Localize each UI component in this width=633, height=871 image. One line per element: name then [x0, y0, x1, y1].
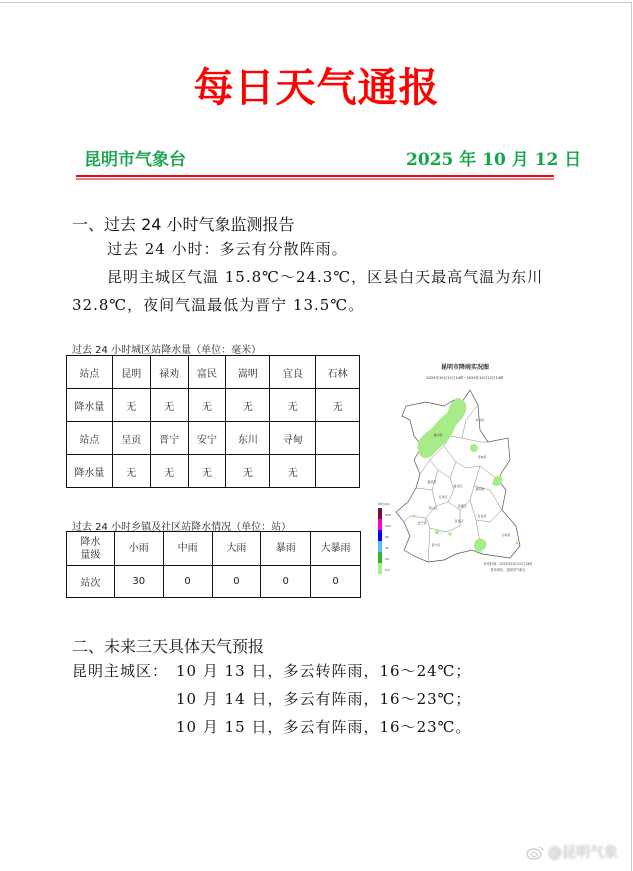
table1-cell: 安宁 — [188, 422, 226, 455]
table1-cell — [316, 455, 360, 488]
table2-values-row — [67, 566, 361, 598]
forecast-day-3: 10 月 15 日，多云有阵雨，16～23℃。 — [176, 718, 472, 736]
table2-header-cell: 大雨 — [212, 532, 261, 566]
table2-header-cell — [67, 532, 115, 566]
table2-caption: 过去 24 小时乡镇及社区站降水情况（单位：站） — [72, 522, 292, 533]
forecast-day-2: 10 月 14 日，多云有阵雨，16～23℃； — [176, 690, 472, 708]
table2-value-cell: 0 — [163, 566, 212, 598]
header-divider-red — [76, 175, 554, 177]
table1-cell: 无 — [226, 389, 270, 422]
table1-cell: 昆明 — [112, 356, 150, 389]
label-dongchuan: 东川区 — [475, 418, 485, 422]
table1-cell: 无 — [188, 455, 226, 488]
weibo-icon — [526, 844, 546, 860]
table1-cell: 无 — [270, 455, 316, 488]
table2-header-line: 量级 — [80, 549, 101, 561]
label-xundian: 寻甸县 — [477, 455, 487, 459]
table2-row-header: 站次 — [67, 566, 115, 598]
forecast-day-1: 10 月 13 日，多云转阵雨，16～24℃； — [176, 662, 472, 680]
label-chenggong: 呈贡区 — [454, 519, 464, 523]
label-shilin: 石林县 — [501, 533, 511, 537]
legend-label: 25 — [385, 546, 389, 550]
urban-precipitation-table — [66, 355, 360, 488]
label-xishan: 西山区 — [428, 506, 438, 510]
table2-header-cell: 大暴雨 — [311, 532, 361, 566]
legend-swatch — [378, 552, 382, 563]
table2-value-cell: 30 — [114, 566, 163, 598]
section2-heading: 二、未来三天具体天气预报 — [72, 637, 265, 656]
table1-row — [67, 455, 360, 488]
legend-label: 100 — [385, 524, 391, 528]
page-border-right — [631, 2, 632, 871]
table1-row-header: 站点 — [67, 356, 113, 389]
label-anning: 安宁市 — [417, 521, 427, 525]
label-guandu: 官渡区 — [457, 504, 467, 508]
report-date: 2025 年 10 月 12 日 — [406, 150, 582, 170]
table1-row-header: 站点 — [67, 422, 113, 455]
map-publisher: 发布单位：昆明市气象台 — [490, 568, 526, 572]
label-jinning: 晋宁区 — [431, 543, 441, 547]
table2-header-row — [67, 532, 361, 566]
map-title: 昆明市降雨实况图 — [440, 364, 490, 371]
table1-cell: 呈贡 — [112, 422, 150, 455]
label-fumin: 富民县 — [427, 480, 437, 484]
legend-swatch — [378, 519, 382, 530]
legend-label: 50 — [385, 535, 389, 539]
table1-cell: 东川 — [226, 422, 270, 455]
organization-name: 昆明市气象台 — [84, 150, 186, 170]
table1-caption: 过去 24 小时城区站降水量（单位：毫米） — [72, 345, 262, 356]
table1-cell: 无 — [316, 389, 360, 422]
map-publish-time: 发布时间：2025年10月12日14时 — [483, 562, 533, 566]
watermark-text: @昆明气象 — [548, 845, 618, 861]
table1-row-header: 降水量 — [67, 389, 113, 422]
legend-swatch — [378, 530, 382, 541]
table1-cell: 无 — [226, 455, 270, 488]
precipitation-map — [370, 350, 560, 590]
legend-swatch — [378, 541, 382, 552]
label-luquan: 禄劝县 — [433, 433, 443, 437]
table1-cell: 无 — [150, 455, 188, 488]
legend-swatch — [378, 563, 382, 574]
table2-header-line: 降水 — [80, 536, 101, 548]
township-precipitation-table — [66, 531, 361, 598]
table2-header-cell: 中雨 — [163, 532, 212, 566]
table1-row-header: 降水量 — [67, 455, 113, 488]
legend-label: 250 — [385, 513, 391, 517]
forecast-area-label: 昆明主城区： — [72, 662, 169, 680]
table1-cell: 富民 — [188, 356, 226, 389]
table2-value-cell: 0 — [261, 566, 311, 598]
page-border-top — [0, 2, 632, 3]
table1-cell: 无 — [112, 389, 150, 422]
label-wuhua: 五华区 — [438, 495, 448, 499]
table1-cell: 无 — [188, 389, 226, 422]
table1-cell: 无 — [270, 389, 316, 422]
table1-cell: 寻甸 — [270, 422, 316, 455]
temperature-text-line1: 昆明主城区气温 15.8℃～24.3℃，区县白天最高气温为东川 — [107, 268, 544, 286]
label-yiliang: 宜良县 — [477, 514, 487, 518]
section1-heading: 一、过去 24 小时气象监测报告 — [72, 215, 295, 234]
label-panlong: 盘龙区 — [453, 484, 463, 488]
table1-cell: 嵩明 — [226, 356, 270, 389]
table1-cell: 晋宁 — [150, 422, 188, 455]
label-songming: 嵩明县 — [475, 487, 485, 491]
header-divider-light-red — [76, 178, 554, 180]
table2-header-cell: 小雨 — [114, 532, 163, 566]
table2-value-cell: 0 — [212, 566, 261, 598]
table1-cell: 宜良 — [270, 356, 316, 389]
table1-cell: 石林 — [316, 356, 360, 389]
table1-cell: 禄劝 — [150, 356, 188, 389]
report-title: 每日天气通报 — [193, 64, 440, 111]
map-period: 2025年10月11日14时~2025年10月12日14时 — [426, 376, 504, 380]
table1-row — [67, 389, 360, 422]
table1-cell: 无 — [112, 455, 150, 488]
table1-cell: 无 — [150, 389, 188, 422]
table1-row — [67, 356, 360, 389]
legend-label: 0.1 — [385, 568, 390, 572]
legend-label: 10 — [385, 557, 389, 561]
table2-header-cell: 暴雨 — [261, 532, 311, 566]
legend-unit: 单位mm — [378, 502, 390, 506]
table1-cell — [316, 422, 360, 455]
table2-value-cell: 0 — [311, 566, 361, 598]
map-legend — [378, 501, 391, 574]
weather-summary: 过去 24 小时：多云有分散阵雨。 — [107, 240, 348, 258]
table1-row — [67, 422, 360, 455]
temperature-text-line2: 32.8℃，夜间气温最低为晋宁 13.5℃。 — [72, 296, 365, 314]
legend-swatch — [378, 508, 382, 519]
